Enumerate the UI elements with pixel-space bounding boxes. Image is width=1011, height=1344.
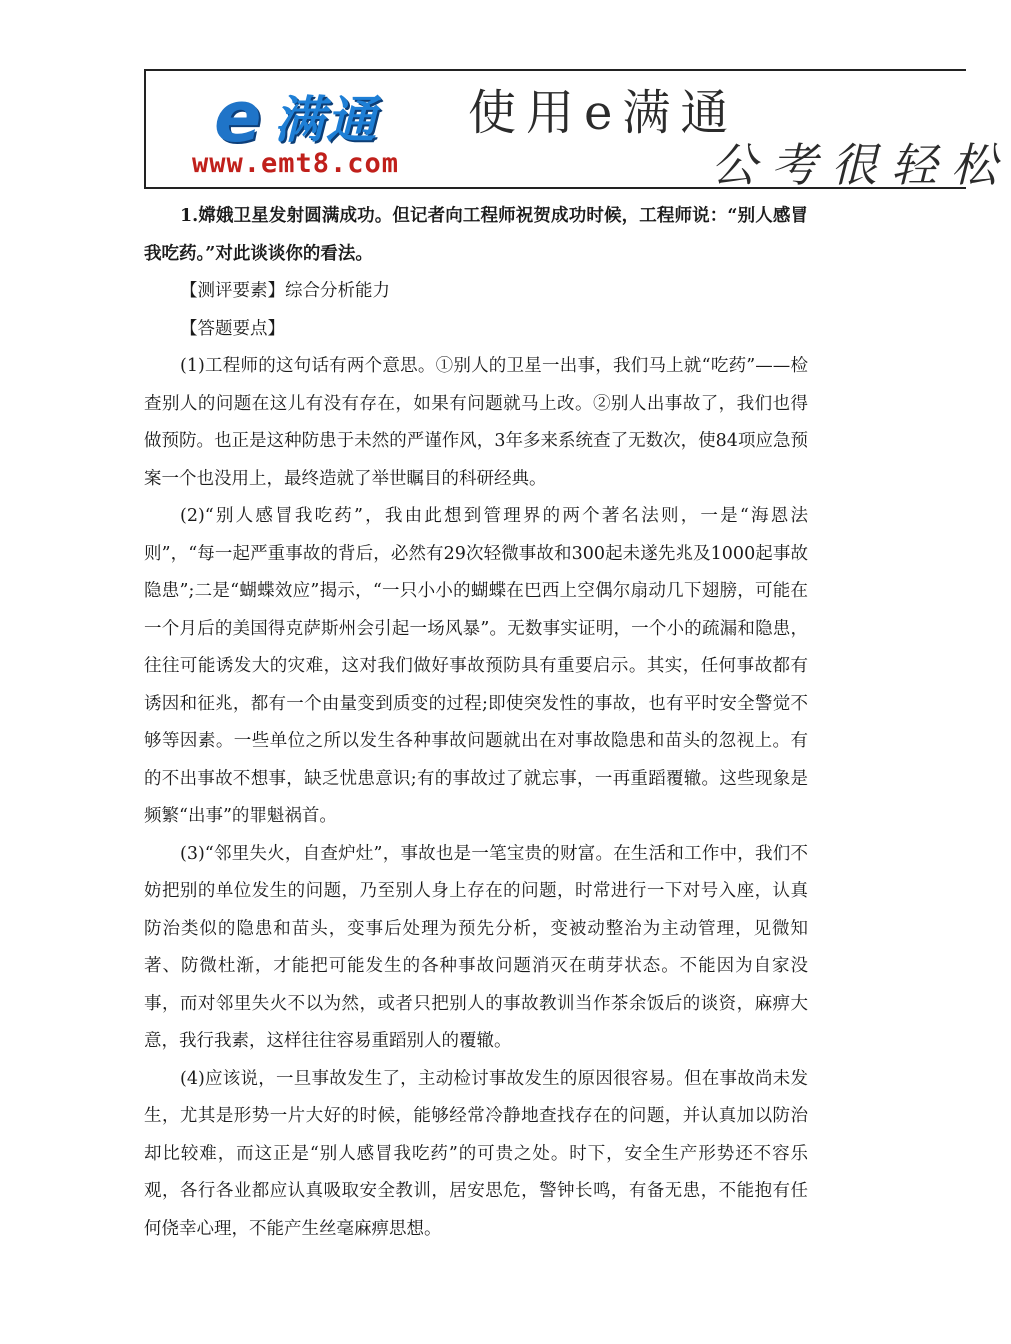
emt8-logo[interactable] (186, 77, 486, 181)
answer-point-2: (2)“别人感冒我吃药”，我由此想到管理界的两个著名法则，一是“海恩法则”，“每一起严重事故的背后，必然有29次轻微事故和300起未遂先兆及1000起事故隐患”;二是“蝴蝶效应”揭示，“一只小小的蝴蝶在巴西上空偶尔扇动几下翅膀，可能在一个月后的美国得克萨斯州会引起一场风暴”。无数事实证明，一个小的疏漏和隐患，往往可能诱发大的灾难，这对我们做好事故预防具有重要启示。其实，任何事故都有诱因和征兆，都有一个由量变到质变的过程;即使突发性的事故，也有平时安全警觉不够等因素。一些单位之所以发生各种事故问题就出在对事故隐患和苗头的忽视上。有的不出事故不想事，缺乏忧患意识;有的事故过了就忘事，一再重蹈覆辙。这些现象是频繁“出事”的罪魁祸首。 (144, 506, 808, 826)
slogan-line-1: 使用e满通 (468, 85, 739, 141)
header-banner (144, 69, 1011, 192)
logo-url: www.emt8.com (192, 148, 400, 179)
slogan-line-2: 公考很轻松 (711, 138, 1011, 192)
logo-brand-name: 满通 (274, 91, 378, 149)
logo-e-letter: e (214, 76, 262, 158)
answer-point-3: (3)“邻里失火，自查炉灶”，事故也是一笔宝贵的财富。在生活和工作中，我们不妨把别的单位发生的问题，乃至别人身上存在的问题，时常进行一下对号入座，认真防治类似的隐患和苗头，变事后处理为预先分析，变被动整治为主动管理，见微知著、防微杜渐，才能把可能发生的各种事故问题消灭在萌芽状态。不能因为自家没事，而对邻里失火不以为然，或者只把别人的事故教训当作茶余饭后的谈资，麻痹大意，我行我素，这样往往容易重蹈别人的覆辙。 (144, 843, 808, 1051)
eval-factor: 【测评要素】综合分析能力 (180, 281, 390, 301)
question-text: 1.嫦娥卫星发射圆满成功。但记者向工程师祝贺成功时候，工程师说：“别人感冒我吃药。”对此谈谈你的看法。 (144, 206, 808, 264)
answer-heading: 【答题要点】 (180, 318, 285, 339)
document-body (144, 198, 808, 1248)
answer-point-1: (1)工程师的这句话有两个意思。①别人的卫星一出事，我们马上就“吃药”——检查别人的问题在这儿有没有存在，如果有问题就马上改。②别人出事故了，我们也得做预防。也正是这种防患于未然的严谨作风，3年多来系统查了无数次，使84项应急预案一个也没用上，最终造就了举世瞩目的科研经典。 (144, 356, 808, 489)
answer-point-4: (4)应该说，一旦事故发生了，主动检讨事故发生的原因很容易。但在事故尚未发生，尤其是形势一片大好的时候，能够经常冷静地查找存在的问题，并认真加以防治却比较难，而这正是“别人感冒我吃药”的可贵之处。时下，安全生产形势还不容乐观，各行各业都应认真吸取安全教训，居安思危，警钟长鸣，有备无患，不能抱有任何侥幸心理，不能产生丝毫麻痹思想。 (144, 1068, 808, 1239)
